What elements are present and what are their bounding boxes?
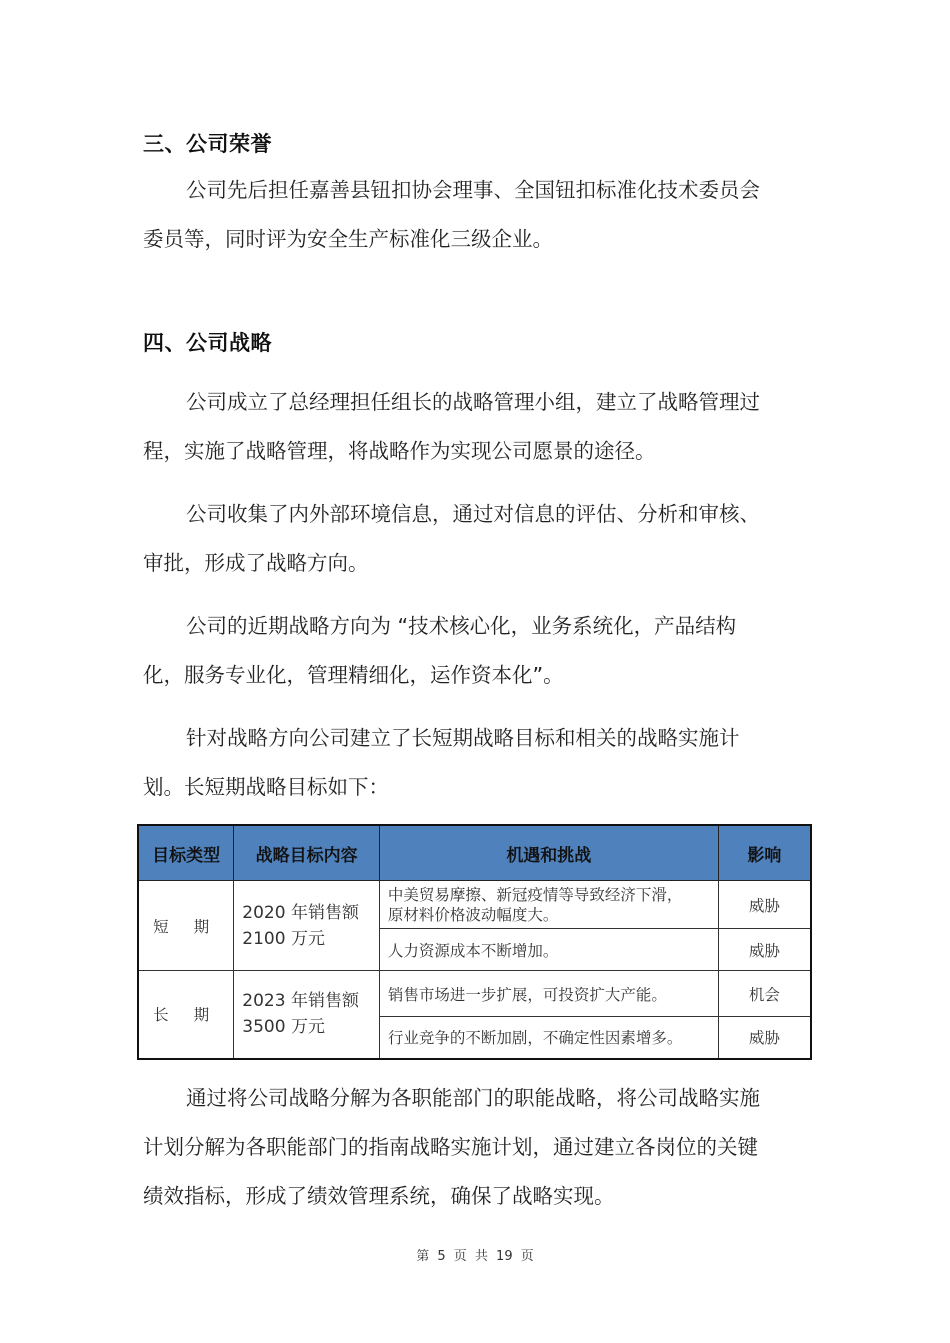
- impact-cell: 威胁: [718, 929, 811, 971]
- impact-cell: 威胁: [718, 1017, 811, 1059]
- challenge-cell: 销售市场进一步扩展，可投资扩大产能。: [379, 971, 718, 1017]
- strategy-goals-table: [137, 824, 812, 1060]
- paragraph-line: 通过将公司战略分解为各职能部门的职能战略，将公司战略实施: [186, 1086, 760, 1110]
- goal-line: 3500 万元: [242, 1017, 325, 1038]
- paragraph-strategy-3: [143, 602, 808, 700]
- header-goal-type: 目标类型: [138, 825, 234, 881]
- paragraph-line: 公司先后担任嘉善县钮扣协会理事、全国钮扣标准化技术委员会: [186, 178, 760, 202]
- goal-content-cell: [234, 971, 380, 1059]
- paragraph-line: 审批，形成了战略方向。: [143, 551, 369, 575]
- paragraph-closing: [143, 1074, 808, 1221]
- paragraph-line: 计划分解为各职能部门的指南战略实施计划，通过建立各岗位的关键: [143, 1135, 758, 1159]
- paragraph-line: 化，服务专业化，管理精细化，运作资本化”。: [143, 663, 564, 687]
- goal-type-cell: 短 期: [138, 881, 234, 971]
- header-goal-content: 战略目标内容: [234, 825, 380, 881]
- goal-line: 2020 年销售额: [242, 902, 359, 923]
- challenge-cell: [379, 881, 718, 929]
- paragraph-line: 绩效指标，形成了绩效管理系统，确保了战略实现。: [143, 1184, 615, 1208]
- paragraph-line: 公司的近期战略方向为 “技术核心化，业务系统化，产品结构: [186, 614, 737, 638]
- goal-content-cell: [234, 881, 380, 971]
- paragraph-line: 公司收集了内外部环境信息，通过对信息的评估、分析和审核、: [186, 502, 760, 526]
- section-heading-strategy: 四、公司战略: [143, 331, 272, 355]
- header-impact: 影响: [718, 825, 811, 881]
- paragraph-line: 针对战略方向公司建立了长短期战略目标和相关的战略实施计: [186, 726, 740, 750]
- paragraph-strategy-2: [143, 490, 808, 588]
- paragraph-line: 划。长短期战略目标如下：: [143, 775, 389, 799]
- paragraph-honors: [143, 166, 808, 264]
- table-row: [138, 881, 811, 929]
- paragraph-line: 程，实施了战略管理，将战略作为实现公司愿景的途径。: [143, 439, 656, 463]
- section-heading-honors: 三、公司荣誉: [143, 132, 272, 156]
- page-number-footer: 第 5 页 共 19 页: [416, 1249, 534, 1264]
- impact-cell: 机会: [718, 971, 811, 1017]
- impact-cell: 威胁: [718, 881, 811, 929]
- paragraph-strategy-4: [143, 714, 808, 812]
- paragraph-strategy-1: [143, 378, 808, 476]
- paragraph-line: 委员等，同时评为安全生产标准化三级企业。: [143, 227, 553, 251]
- challenge-line: 原材料价格波动幅度大。: [387, 905, 559, 924]
- challenge-line: 中美贸易摩擦、新冠疫情等导致经济下滑，: [387, 885, 683, 904]
- challenge-cell: 人力资源成本不断增加。: [379, 929, 718, 971]
- table-header-row: [138, 825, 811, 881]
- challenge-cell: 行业竞争的不断加剧，不确定性因素增多。: [379, 1017, 718, 1059]
- paragraph-line: 公司成立了总经理担任组长的战略管理小组，建立了战略管理过: [186, 390, 760, 414]
- goal-line: 2023 年销售额: [242, 991, 359, 1012]
- header-opportunities-challenges: 机遇和挑战: [379, 825, 718, 881]
- table-row: [138, 971, 811, 1017]
- goal-type-cell: 长 期: [138, 971, 234, 1059]
- goal-line: 2100 万元: [242, 928, 325, 949]
